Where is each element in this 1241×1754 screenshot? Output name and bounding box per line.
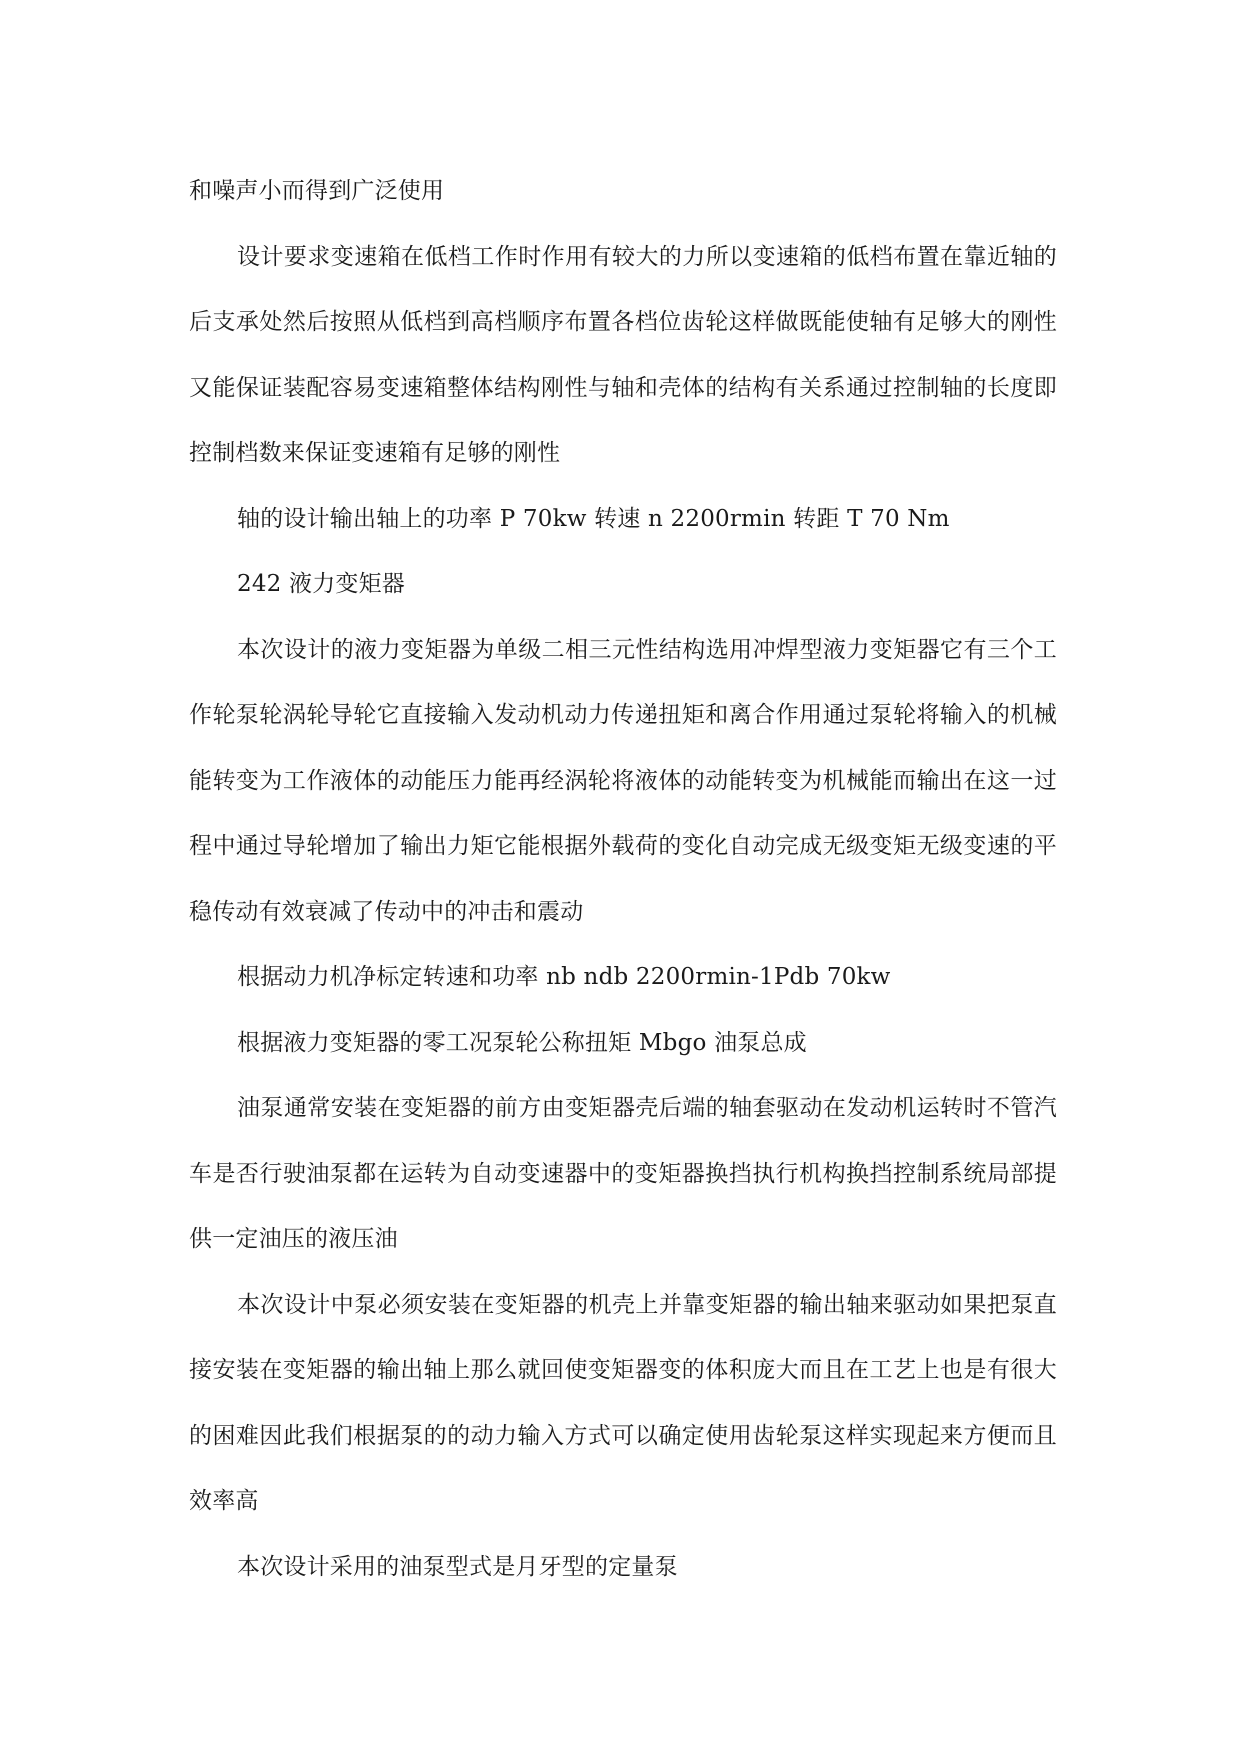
paragraph-9: 本次设计中泵必须安装在变矩器的机壳上并靠变矩器的输出轴来驱动如果把泵直接安装在变矩器的输出轴上那么就回使变矩器变的体积庞大而且在工艺上也是有很大的困难因此我们根据泵的的动力输入方式可以确定使用齿轮泵这样实现起来方便而且效率高 [189, 1291, 1057, 1514]
paragraph-6: 根据动力机净标定转速和功率 nb ndb 2200rmin-1Pdb 70kw [237, 964, 891, 990]
paragraph-7: 根据液力变矩器的零工况泵轮公称扭矩 Mbgo 油泵总成 [237, 1029, 807, 1056]
document-body [189, 159, 1057, 1600]
paragraph-3: 轴的设计输出轴上的功率 P 70kw 转速 n 2200rmin 转距 T 70 Nm [237, 505, 950, 532]
paragraph-8: 油泵通常安装在变矩器的前方由变矩器壳后端的轴套驱动在发动机运转时不管汽车是否行驶油泵都在运转为自动变速器中的变矩器换挡执行机构换挡控制系统局部提供一定油压的液压油 [189, 1095, 1057, 1252]
paragraph-10: 本次设计采用的油泵型式是月牙型的定量泵 [237, 1553, 678, 1580]
paragraph-1: 和噪声小而得到广泛使用 [189, 178, 445, 204]
section-heading: 242 液力变矩器 [237, 571, 406, 597]
paragraph-2: 设计要求变速箱在低档工作时作用有较大的力所以变速箱的低档布置在靠近轴的后支承处然后按照从低档到高档顺序布置各档位齿轮这样做既能使轴有足够大的刚性又能保证装配容易变速箱整体结构刚性与轴和壳体的结构有关系通过控制轴的长度即控制档数来保证变速箱有足够的刚性 [189, 243, 1057, 466]
paragraph-5: 本次设计的液力变矩器为单级二相三元性结构选用冲焊型液力变矩器它有三个工作轮泵轮涡轮导轮它直接输入发动机动力传递扭矩和离合作用通过泵轮将输入的机械能转变为工作液体的动能压力能再经涡轮将液体的动能转变为机械能而输出在这一过程中通过导轮增加了输出力矩它能根据外载荷的变化自动完成无级变矩无级变速的平稳传动有效衰减了传动中的冲击和震动 [189, 636, 1057, 925]
